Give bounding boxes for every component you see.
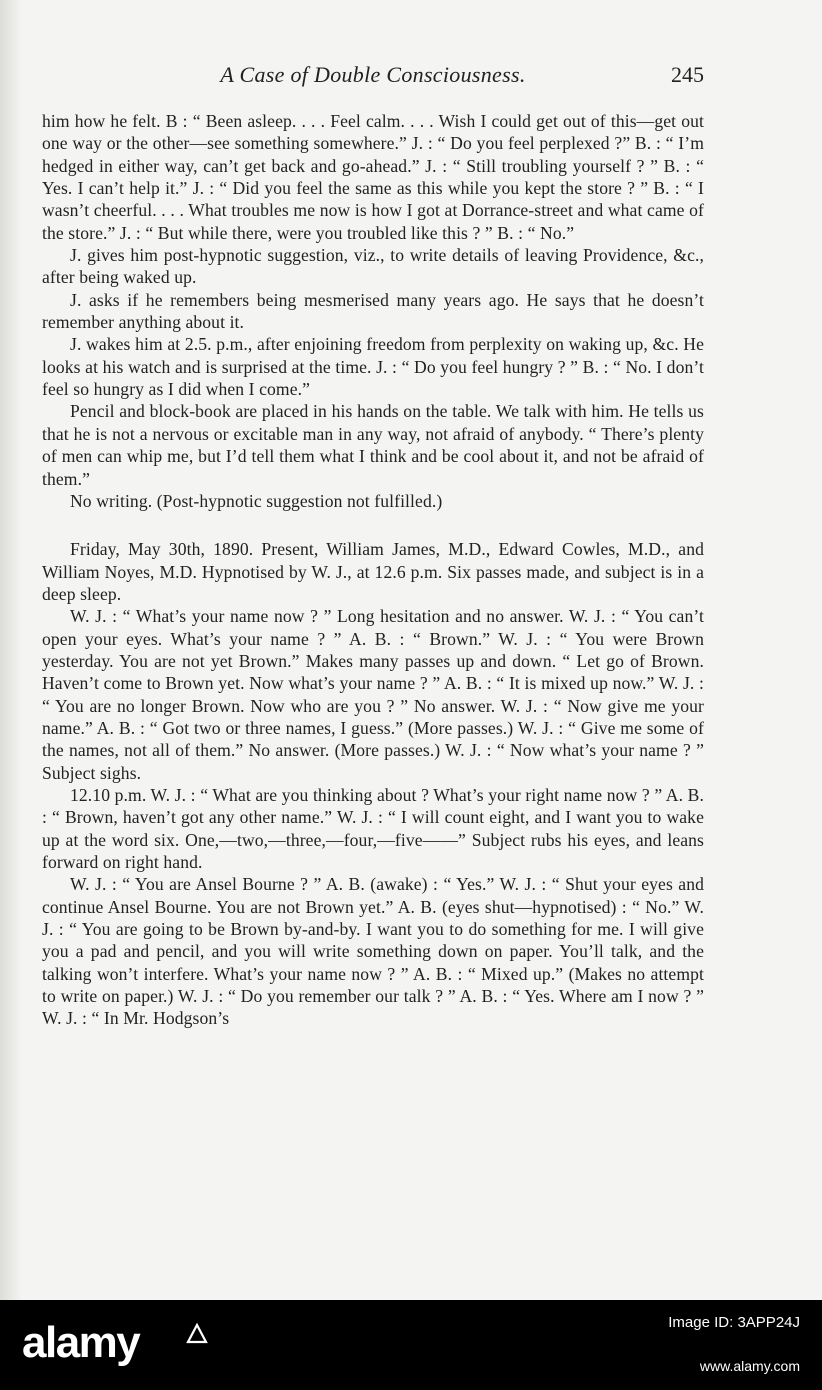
paragraph-10: W. J. : “ You are Ansel Bourne ? ” A. B. (awake) : “ Yes.” W. J. : “ Shut your eyes and continue Ansel Bourne. You are not Brown yet.” A. B. (eyes shut—hypnotised) : “ No.” W. J. : “ You are going to be Brown by-and-by. I want you to do something for me. I will give you a pad and pencil, and you will write something down on paper. You’ll talk, and the talking won’t interfere. What’s your name now ? ” A. B. : “ Mixed up.” (Makes no attempt to write on paper.) W. J. : “ Do you remember our talk ? ” A. B. : “ Yes. Where am I now ? ” W. J. : “ In Mr. Hodgson’s	[42, 874, 704, 1029]
paragraph-9: 12.10 p.m. W. J. : “ What are you thinking about ? What’s your right name now ? ” A. B. : “ Brown, haven’t got any other name.” W. J. : “ I will count eight, and I want you to wake up at the word six. One,—two,—three,—four,—five——” Subject rubs his eyes, and leans forward on right hand.	[42, 784, 704, 872]
paragraph-5: Pencil and block-book are placed in his hands on the table. We talk with him. He tells us that he is not a nervous or excitable man in any way, not afraid of anybody. “ There’s plenty of men can whip me, but I’d tell them what I think and be cool about it, and not be afraid of them.”	[42, 401, 704, 489]
section-gap	[42, 512, 704, 538]
running-title: A Case of Double Consciousness.	[220, 62, 526, 87]
paragraph-1: him how he felt. B : “ Been asleep. . . . Feel calm. . . . Wish I could get out of this—get out one way or the other—see something somewhere.” J. : “ Do you feel perplexed ?” B. : “ I’m hedged in either way, can’t get back and go-ahead.” J. : “ Still troubling yourself ? ” B. : “ Yes. I can’t help it.” J. : “ Did you feel the same as this while you kept the store ? ” B. : “ I wasn’t cheerful. . . . What troubles me now is how I got at Dorrance-street and what came of the store.” J. : “ But while there, were you troubled like this ? ” B. : “ No.”	[42, 111, 704, 243]
stock-url-label: www.alamy.com	[699, 1358, 800, 1374]
paragraph-7: Friday, May 30th, 1890. Present, William James, M.D., Edward Cowles, M.D., and William Noyes, M.D. Hypnotised by W. J., at 12.6 p.m. Six passes made, and subject is in a deep sleep.	[42, 539, 704, 604]
paragraph-8: W. J. : “ What’s your name now ? ” Long hesitation and no answer. W. J. : “ You can’t open your eyes. What’s your name ? ” A. B. : “ Brown.” W. J. : “ You were Brown yesterday. You are not yet Brown.” Makes many passes up and down. “ Let go of Brown. Haven’t come to Brown yet. Now what’s your name ? ” A. B. : “ It is mixed up now.” W. J. : “ You are no longer Brown. Now who are you ? ” No answer. W. J. : “ Now give me your name.” A. B. : “ Got two or three names, I guess.” (More passes.) W. J. : “ Give me some of the names, not all of them.” No answer. (More passes.) W. J. : “ Now what’s your name ? ” Subject sighs.	[42, 606, 704, 783]
paragraph-4: J. wakes him at 2.5. p.m., after enjoining freedom from perplexity on waking up, &c. He looks at his watch and is surprised at the time. J. : “ Do you feel hungry ? ” B. : “ No. I don’t feel so hungry as I did when I come.”	[42, 334, 704, 400]
paragraph-2: J. gives him post-hypnotic suggestion, viz., to write details of leaving Providence, &c., after being waked up.	[42, 245, 704, 288]
image-id-label: Image ID: 3APP24J	[668, 1314, 800, 1331]
body-text	[42, 110, 704, 1030]
paragraph-3: J. asks if he remembers being mesmerised many years ago. He says that he doesn’t remember anything about it.	[42, 289, 704, 333]
paragraph-6: No writing. (Post-hypnotic suggestion not fulfilled.)	[70, 490, 443, 511]
page-gutter-shadow	[0, 0, 22, 1300]
running-header	[42, 62, 704, 90]
alamy-mark-icon	[186, 1322, 208, 1344]
page-number: 245	[671, 62, 704, 87]
alamy-logo: alamy	[22, 1318, 140, 1367]
